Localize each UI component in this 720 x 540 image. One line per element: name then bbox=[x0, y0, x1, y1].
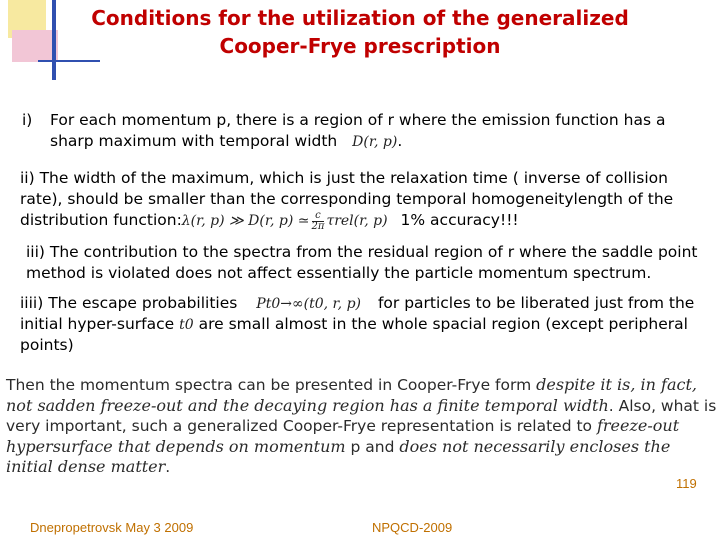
item-4-text: iiii) The escape probabilities bbox=[20, 294, 238, 312]
item-4-text-end: for particles to be liberated just from the bbox=[377, 294, 695, 312]
footer-left: Dnepropetrovsk May 3 2009 bbox=[30, 520, 194, 535]
page-number: 119 bbox=[676, 476, 697, 491]
footer-center: NPQCD-2009 bbox=[372, 520, 453, 535]
formula-fraction bbox=[312, 211, 325, 232]
item-4-line-3: points) bbox=[20, 336, 74, 354]
width-condition-formula bbox=[181, 209, 388, 232]
item-4-line-1 bbox=[20, 293, 694, 316]
item-2-text: distribution function: bbox=[20, 211, 182, 229]
formula-right: τrel(r, p) bbox=[326, 213, 388, 229]
accuracy-note: 1% accuracy!!! bbox=[400, 211, 519, 229]
item-1-line-1: For each momentum p, there is a region of r where the emission function has a bbox=[50, 111, 666, 129]
escape-probability-formula: Pt0→∞(t0, r, p) bbox=[256, 296, 362, 312]
title-line-2: Cooper-Frye prescription bbox=[219, 34, 501, 58]
conclusion-paragraph bbox=[6, 375, 720, 478]
emission-width-formula: D(r, p) bbox=[352, 134, 398, 150]
conclusion-text-3: p and bbox=[350, 437, 395, 456]
fraction-numerator: c bbox=[312, 211, 325, 222]
item-2-line-3 bbox=[20, 210, 519, 233]
item-2-line-1: ii) The width of the maximum, which is just the relaxation time ( inverse of collision bbox=[20, 169, 668, 187]
conclusion-italic-3: does not necessarily encloses the initial dense matter bbox=[6, 436, 671, 476]
fraction-denominator: 2π bbox=[311, 220, 325, 232]
conclusion-text-2: . Also, what is very important, such a generalized Cooper-Frye representation is related to bbox=[6, 396, 717, 435]
item-1-line-2 bbox=[50, 131, 402, 154]
conclusion-italic-1: despite it is, in fact, not sadden freeze-out and the decaying region has a finite temporal width bbox=[6, 375, 697, 415]
t0-variable: t0 bbox=[179, 317, 194, 333]
conclusion-text-1: Then the momentum spectra can be presented in Cooper-Frye form bbox=[6, 376, 532, 394]
item-1-text: sharp maximum with temporal width bbox=[50, 132, 338, 150]
slide-title bbox=[60, 4, 660, 60]
item-3-line-1: iii) The contribution to the spectra from the residual region of r where the saddle point bbox=[26, 243, 698, 261]
formula-left: λ(r, p) ≫ D(r, p) ≃ bbox=[181, 213, 310, 229]
item-4-line-2 bbox=[20, 314, 688, 337]
conclusion-text-4: . bbox=[165, 458, 171, 476]
conclusion-italic-2: freeze-out hypersurface that depends on momentum bbox=[6, 416, 680, 456]
item-2-line-2: rate), should be smaller than the corresponding temporal homogeneitylength of the bbox=[20, 190, 674, 208]
item-1-period: . bbox=[397, 132, 403, 150]
item-4-line-2-start: initial hyper-surface bbox=[20, 315, 175, 333]
item-3-line-2: method is violated does not affect essentially the particle momentum spectrum. bbox=[26, 264, 652, 282]
item-1-marker: i) bbox=[22, 111, 33, 129]
item-4-line-2-end: are small almost in the whole spacial region (except peripheral bbox=[198, 315, 688, 333]
title-line-1: Conditions for the utilization of the generalized bbox=[91, 6, 629, 30]
